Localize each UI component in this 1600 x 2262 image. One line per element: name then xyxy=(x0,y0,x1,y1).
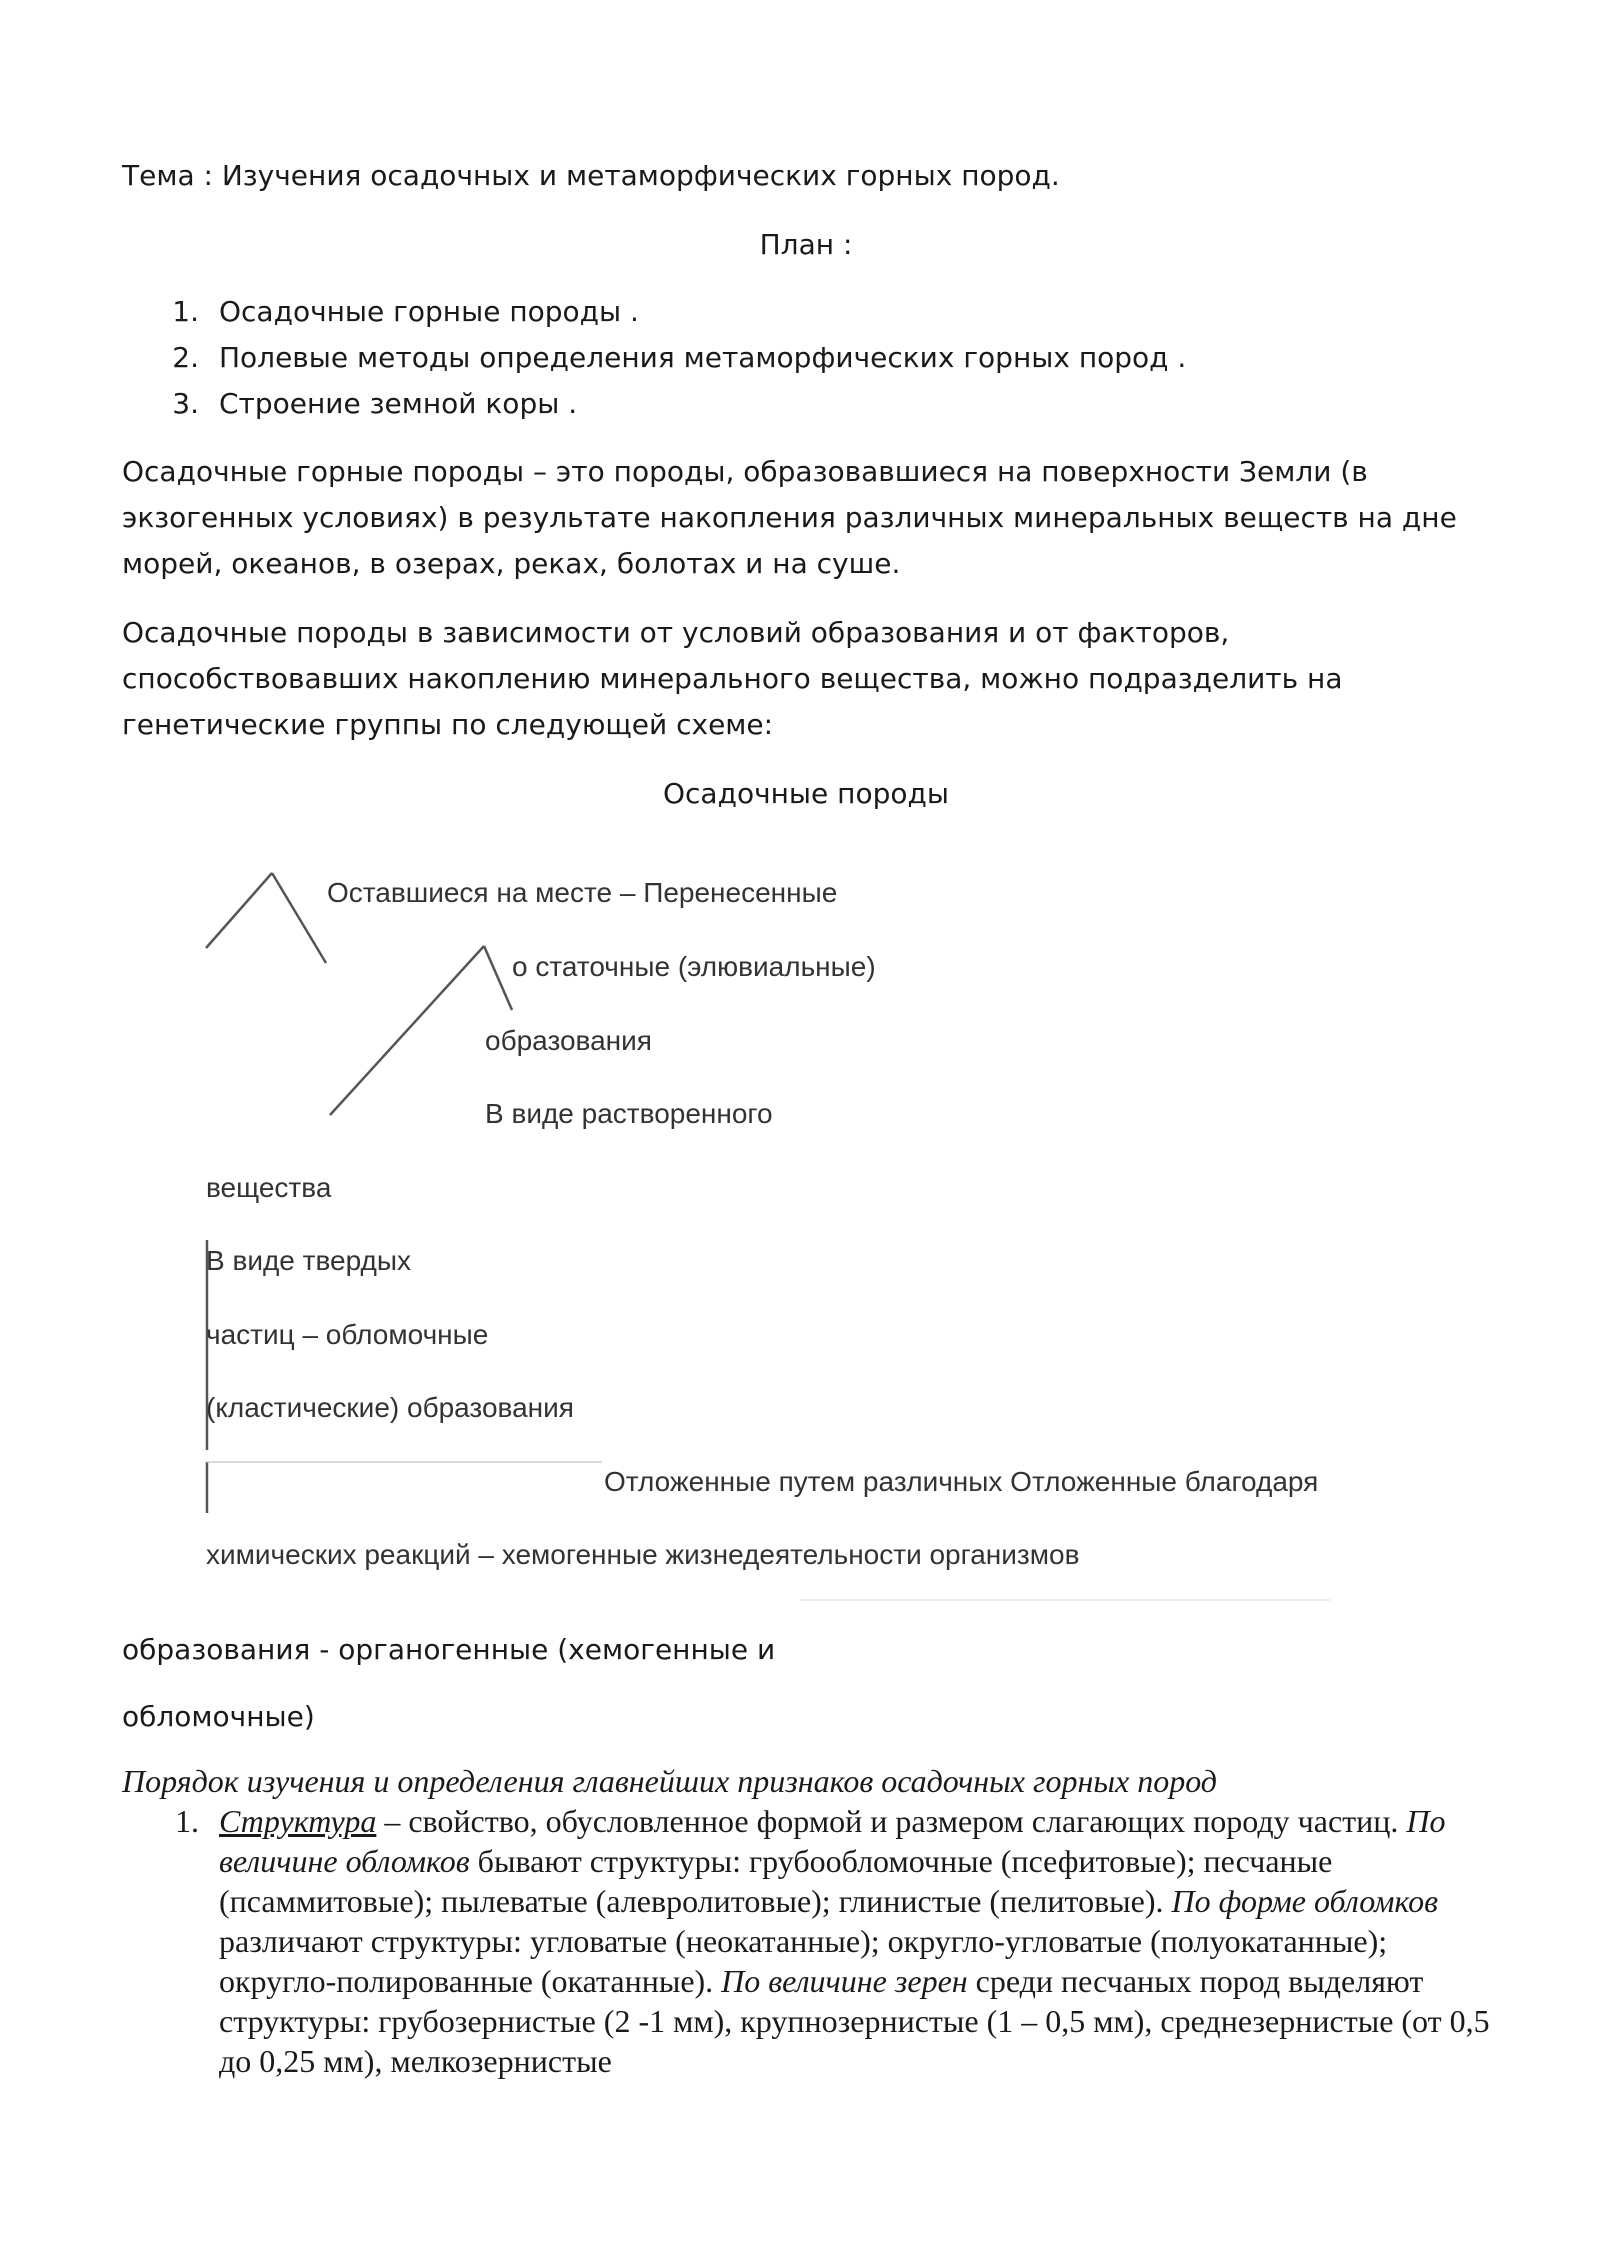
structure-description xyxy=(219,1801,1509,2081)
diagram-label: Оставшиеся на месте – Перенесенные xyxy=(327,877,838,908)
italic-run: По величине обломков xyxy=(219,1803,1446,1879)
diagram-continuation: образования - органогенные (хемогенные и xyxy=(122,1633,776,1666)
branch-line xyxy=(206,873,272,948)
study-order-title: Порядок изучения и определения главнейших признаков осадочных горных пород xyxy=(122,1763,1217,1799)
plan-item-number: 3. xyxy=(172,387,199,420)
diagram-label: образования xyxy=(485,1025,652,1056)
branch-line xyxy=(484,946,512,1010)
plan-item xyxy=(122,289,1186,335)
italic-run: По форме обломков xyxy=(1171,1883,1439,1919)
diagram-label: (кластические) образования xyxy=(206,1392,574,1423)
plan-list xyxy=(122,289,1186,427)
branch-line xyxy=(272,873,326,963)
text-run: – свойство, обусловленное формой и размером слагающих породу частиц. xyxy=(376,1803,1407,1839)
plan-item xyxy=(122,335,1186,381)
diagram-root-label: Осадочные породы xyxy=(663,777,949,810)
text-run: различают структуры: угловатые (неокатанные); округло-угловатые (полуокатанные); округло-полированные (окатанные). xyxy=(219,1923,1388,1999)
diagram-label: о статочные (элювиальные) xyxy=(512,951,876,982)
groups-paragraph: Осадочные породы в зависимости от условий образования и от факторов, способствовавших накоплению минерального вещества, можно подразделить на генетические группы по следующей схеме: xyxy=(122,616,1343,741)
plan-item-number: 2. xyxy=(172,341,199,374)
plan-item-text: Строение земной коры . xyxy=(219,387,578,420)
diagram-label: вещества xyxy=(206,1172,332,1203)
text-run: среди песчаных пород выделяют структуры: грубозернистые (2 -1 мм), крупнозернистые (1 – 0,5 мм), среднезернистые (от 0,5 до 0,25 мм), мелкозернистые xyxy=(219,1963,1490,2079)
list-item-number: 1. xyxy=(175,1803,199,1839)
diagram-label: химических реакций – хемогенные жизнедеятельности организмов xyxy=(206,1539,1080,1570)
plan-item-text: Полевые методы определения метаморфических горных пород . xyxy=(219,341,1187,374)
italic-run: По величине зерен xyxy=(721,1963,968,1999)
diagram-label: частиц – обломочные xyxy=(206,1319,489,1350)
structure-list-item xyxy=(122,1801,1522,2081)
plan-item xyxy=(122,381,1186,427)
structure-term: Структура xyxy=(219,1803,377,1839)
plan-title: План : xyxy=(759,228,853,261)
diagram-label: Отложенные путем различных Отложенные благодаря xyxy=(604,1466,1319,1497)
plan-item-number: 1. xyxy=(172,295,199,328)
diagram-label: В виде растворенного xyxy=(485,1098,773,1129)
definition-paragraph: Осадочные горные породы – это породы, образовавшиеся на поверхности Земли (в экзогенных условиях) в результате накопления различных минеральных веществ на дне морей, океанов, в озерах, реках, болотах и на суше. xyxy=(122,455,1457,580)
plan-item-text: Осадочные горные породы . xyxy=(219,295,639,328)
branch-line xyxy=(330,946,484,1115)
text-run: бывают структуры: грубообломочные (псефитовые); песчаные (псаммитовые); пылеватые (алевролитовые); глинистые (пелитовые). xyxy=(219,1843,1333,1919)
topic-heading: Тема : Изучения осадочных и метаморфических горных пород. xyxy=(122,159,1060,192)
diagram-continuation: обломочные) xyxy=(122,1700,315,1733)
diagram-label: В виде твердых xyxy=(206,1245,412,1276)
